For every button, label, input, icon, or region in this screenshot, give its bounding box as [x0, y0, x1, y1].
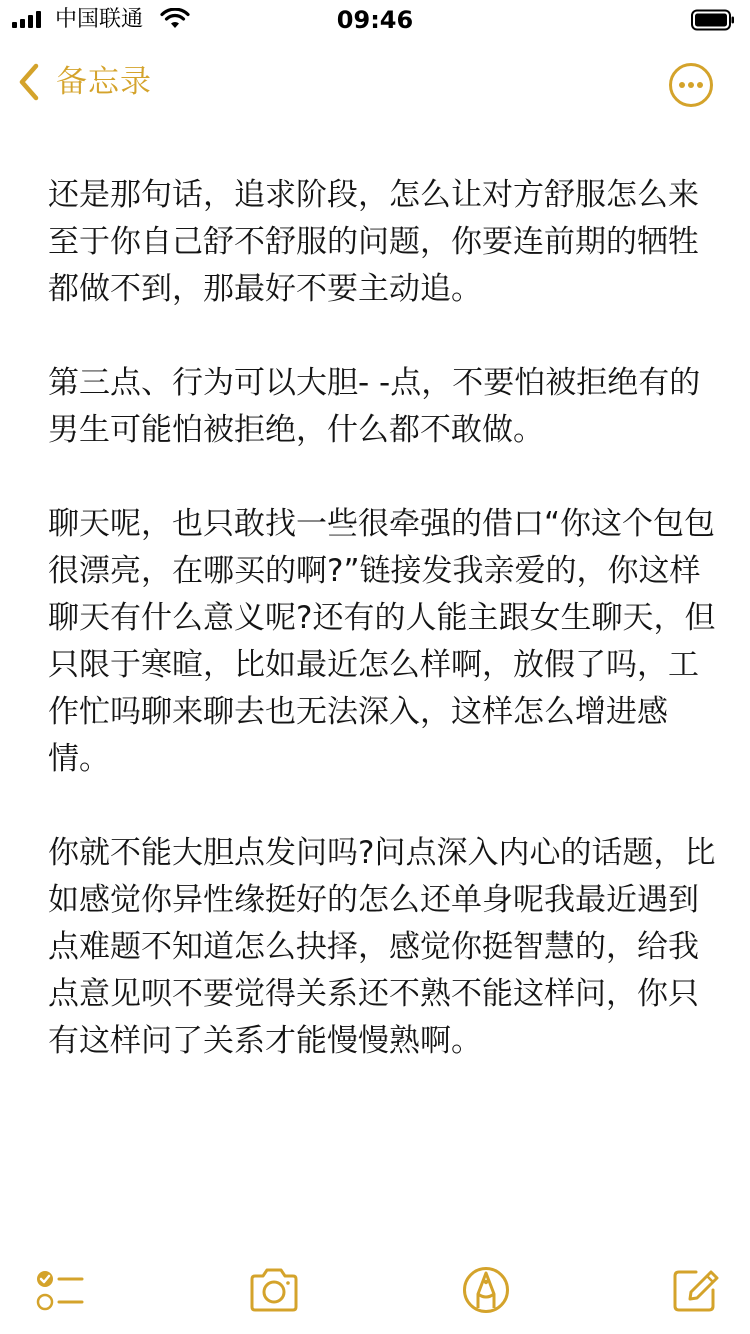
note-body[interactable] [48, 172, 718, 1112]
camera-icon[interactable] [248, 1264, 300, 1316]
note-paragraph: 第三点、行为可以大胆- -点，不要怕被拒绝有的男生可能怕被拒绝，什么都不敢做。 [48, 365, 701, 448]
clock: 09:46 [336, 6, 414, 34]
more-icon[interactable] [668, 62, 714, 108]
checklist-icon[interactable] [32, 1264, 84, 1316]
note-paragraph: 聊天呢，也只敢找一些很牵强的借口“你这个包包很漂亮，在哪买的啊?”链接发我亲爱的，你这样聊天有什么意义呢?还有的人能主跟女生聊天，但只限于寒暄，比如最近怎么样啊，放假了吗，工作忙吗聊来聊去也无法深入，这样怎么增进感情。 [48, 506, 716, 777]
note-paragraph: 还是那句话，追求阶段，怎么让对方舒服怎么来至于你自己舒不舒服的问题，你要连前期的牺牲都做不到，那最好不要主动追。 [48, 177, 699, 307]
back-label: 备忘录 [56, 64, 152, 100]
chevron-left-icon [14, 60, 44, 104]
battery-icon [691, 9, 735, 31]
compose-icon[interactable] [670, 1264, 722, 1316]
note-paragraph: 你就不能大胆点发问吗?问点深入内心的话题，比如感觉你异性缘挺好的怎么还单身呢我最近遇到点难题不知道怎么抉择，感觉你挺智慧的，给我点意见呗不要觉得关系还不熟不能这样问，你只有这样问了关系才能慢慢熟啊。 [48, 835, 716, 1059]
carrier-name: 中国联通 [55, 7, 144, 32]
back-button[interactable] [14, 60, 152, 104]
markup-pen-icon[interactable] [460, 1264, 512, 1316]
status-bar [0, 0, 750, 40]
